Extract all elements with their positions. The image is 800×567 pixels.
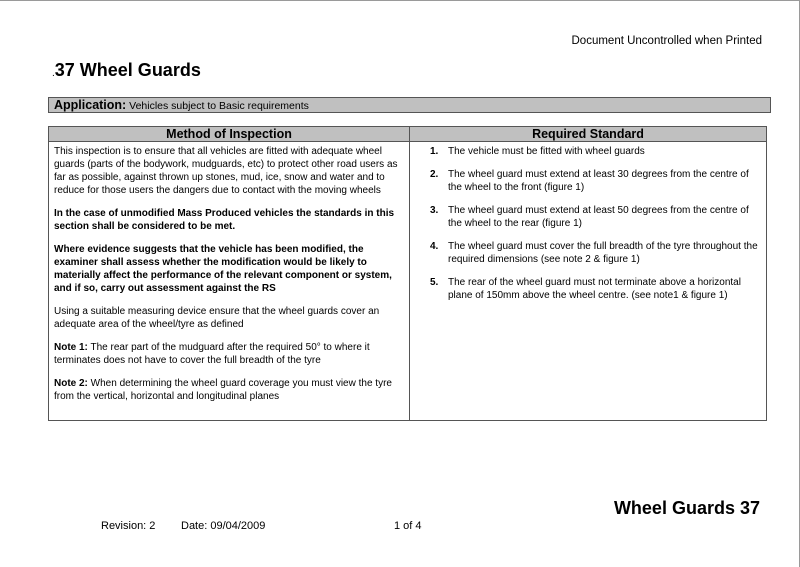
date-label: Date: 09/04/2009 <box>181 520 266 532</box>
inspection-table <box>48 126 767 421</box>
table-row <box>49 142 767 421</box>
revision-label: Revision: 2 <box>101 520 156 532</box>
standard-header: Required Standard <box>410 127 767 142</box>
method-paragraph: This inspection is to ensure that all vehicles are fitted with adequate wheel guards (parts of the bodywork, mudguards, etc) to protect other road users as far as possible, against thrown up stones, mud, ice, snow and water and to reduce for those users the dangers due to contact with the moving wheels <box>54 146 398 196</box>
page-title <box>52 60 201 81</box>
title-prefix: . <box>52 68 55 79</box>
table-header-row <box>49 127 767 142</box>
standards-list <box>430 145 758 302</box>
standard-cell <box>410 142 767 421</box>
page-number: 1 of 4 <box>394 520 422 532</box>
page-border-top <box>0 0 800 1</box>
method-paragraph: Where evidence suggests that the vehicle has been modified, the examiner shall assess whether the modification would be likely to materially affect the performance of the relevant component or system, and if so, carry out assessment against the RS <box>54 244 392 294</box>
method-header: Method of Inspection <box>49 127 410 142</box>
application-text: Vehicles subject to Basic requirements <box>129 100 309 112</box>
list-item: 3. The wheel guard must extend at least 50 degrees from the centre of the wheel to the rear (figure 1) <box>430 205 749 229</box>
note-1: Note 1: The rear part of the mudguard after the required 50° to where it terminates does not have to cover the full breadth of the tyre <box>54 342 370 366</box>
method-paragraph: Using a suitable measuring device ensure that the wheel guards cover an adequate area of the wheel/tyre as defined <box>54 306 380 330</box>
list-item: 4. The wheel guard must cover the full breadth of the tyre throughout the required dimensions (see note 2 & figure 1) <box>430 241 758 265</box>
application-bar <box>48 97 771 113</box>
method-paragraph: In the case of unmodified Mass Produced vehicles the standards in this section shall be considered to be met. <box>54 208 395 232</box>
method-cell <box>49 142 410 421</box>
title-text: 37 Wheel Guards <box>54 60 201 80</box>
footer-title: Wheel Guards 37 <box>613 498 760 518</box>
list-item: 1. The vehicle must be fitted with wheel guards <box>430 146 645 157</box>
list-item: 5. The rear of the wheel guard must not terminate above a horizontal plane of 150mm above the wheel centre. (see note1 & figure 1) <box>430 277 741 301</box>
note-2: Note 2: When determining the wheel guard coverage you must view the tyre from the vertical, horizontal and longitudinal planes <box>54 378 392 402</box>
list-item: 2. The wheel guard must extend at least 30 degrees from the centre of the wheel to the front (figure 1) <box>430 169 749 193</box>
uncontrolled-notice: Document Uncontrolled when Printed <box>571 35 762 47</box>
application-label: Application: <box>54 98 127 112</box>
